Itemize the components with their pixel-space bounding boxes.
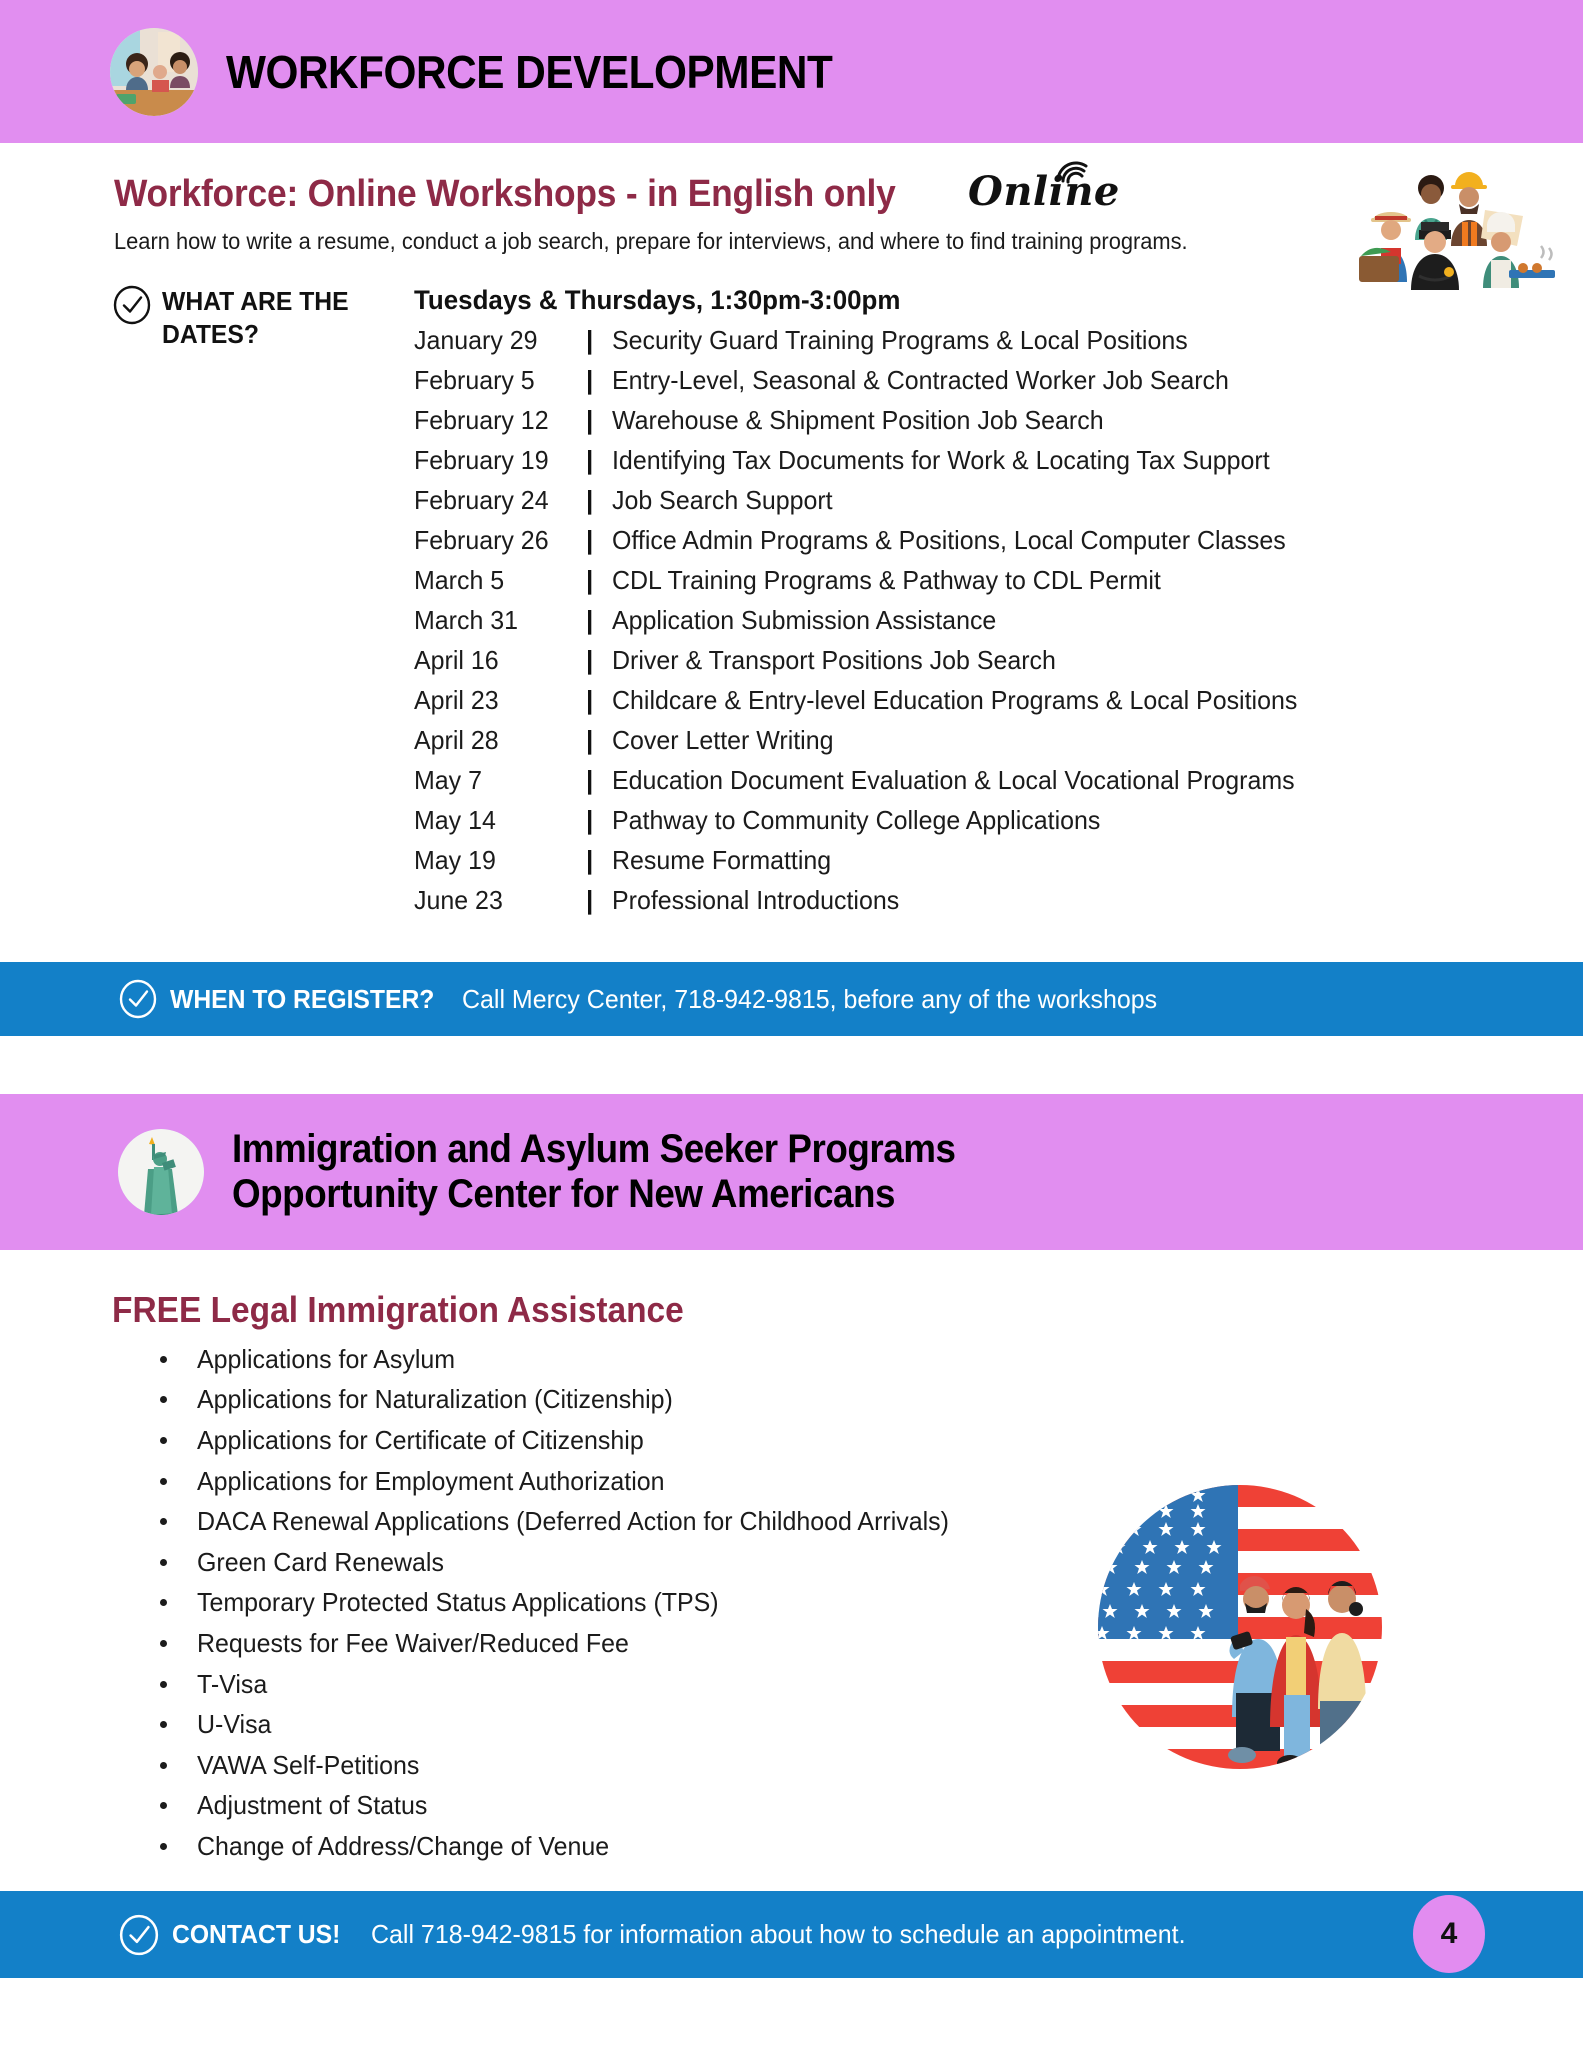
- schedule-separator: |: [586, 645, 594, 675]
- schedule-topic: Job Search Support: [612, 485, 833, 515]
- bullet-icon: [160, 1599, 167, 1606]
- list-item: [160, 1380, 980, 1421]
- schedule-row: [414, 565, 1326, 605]
- when-to-register-bar: [0, 962, 1583, 1036]
- when-to-register-label: WHEN TO REGISTER?: [170, 983, 435, 1014]
- bullet-icon: [160, 1843, 167, 1850]
- schedule-topic: Resume Formatting: [612, 845, 832, 875]
- schedule-date: March 31: [414, 605, 519, 635]
- schedule-separator: |: [586, 485, 594, 515]
- schedule-topic: Office Admin Programs & Positions, Local Computer Classes: [612, 525, 1286, 555]
- schedule-row: [414, 885, 1326, 925]
- schedule-date: February 24: [414, 485, 549, 515]
- schedule-separator: |: [586, 885, 594, 915]
- schedule-topic: Childcare & Entry-level Education Programs & Local Positions: [612, 685, 1298, 715]
- list-item: [160, 1786, 980, 1827]
- bullet-icon: [160, 1559, 167, 1566]
- schedule-row: [414, 365, 1326, 405]
- list-item: [160, 1339, 980, 1380]
- list-item: [160, 1704, 980, 1745]
- workers-illustration: [1345, 150, 1563, 290]
- schedule-date: April 23: [414, 685, 499, 715]
- service-label: Applications for Employment Authorization: [197, 1465, 665, 1496]
- check-circle-icon: [118, 979, 158, 1019]
- schedule-topic: Driver & Transport Positions Job Search: [612, 645, 1056, 675]
- contact-us-bar: [0, 1891, 1583, 1978]
- list-item: [160, 1745, 980, 1786]
- bullet-icon: [160, 1396, 167, 1403]
- immigration-header-line1: Immigration and Asylum Seeker Programs: [232, 1127, 956, 1172]
- usa-flag-family-illustration: [1090, 1477, 1390, 1777]
- list-item: [160, 1420, 980, 1461]
- bullet-icon: [160, 1721, 167, 1728]
- schedule-row: [414, 765, 1326, 805]
- schedule-row: [414, 685, 1326, 725]
- bullet-icon: [160, 1437, 167, 1444]
- schedule-separator: |: [586, 525, 594, 555]
- schedule-date: April 28: [414, 725, 499, 755]
- schedule-date: March 5: [414, 565, 505, 595]
- immigration-header-line2: Opportunity Center for New Americans: [232, 1172, 895, 1216]
- schedule-row: [414, 845, 1326, 885]
- schedule-separator: |: [586, 405, 594, 435]
- classroom-photo-icon: [110, 28, 198, 116]
- bullet-icon: [160, 1802, 167, 1809]
- schedule-topic: Pathway to Community College Applications: [612, 805, 1101, 835]
- wifi-signal-icon: [1054, 160, 1090, 186]
- list-item: [160, 1542, 980, 1583]
- bullet-icon: [160, 1518, 167, 1525]
- what-are-the-dates-block: [112, 285, 392, 350]
- immigration-services-list: [160, 1339, 980, 1867]
- list-item: [160, 1664, 980, 1705]
- service-label: DACA Renewal Applications (Deferred Action for Childhood Arrivals): [197, 1506, 949, 1537]
- schedule-topic: Identifying Tax Documents for Work & Locating Tax Support: [612, 445, 1270, 475]
- bullet-icon: [160, 1478, 167, 1485]
- schedule-topic: Warehouse & Shipment Position Job Search: [612, 405, 1104, 435]
- bullet-icon: [160, 1640, 167, 1647]
- workshop-schedule: [414, 285, 1326, 925]
- online-badge-text: Online: [968, 168, 1120, 215]
- immigration-header-title: [232, 1127, 956, 1217]
- schedule-date: January 29: [414, 325, 538, 355]
- contact-us-text: Call 718-942-9815 for information about how to schedule an appointment.: [371, 1919, 1186, 1949]
- list-item: [160, 1826, 980, 1867]
- schedule-heading: Tuesdays & Thursdays, 1:30pm-3:00pm: [414, 285, 901, 315]
- schedule-separator: |: [586, 725, 594, 755]
- workforce-header-title: WORKFORCE DEVELOPMENT: [226, 45, 833, 98]
- schedule-row: [414, 405, 1326, 445]
- check-circle-icon: [118, 1914, 160, 1956]
- schedule-row: [414, 805, 1326, 845]
- schedule-separator: |: [586, 365, 594, 395]
- page-number-badge: 4: [1413, 1895, 1485, 1973]
- schedule-topic: Education Document Evaluation & Local Vocational Programs: [612, 765, 1295, 795]
- list-item: [160, 1623, 980, 1664]
- schedule-topic: Professional Introductions: [612, 885, 900, 915]
- schedule-topic: Application Submission Assistance: [612, 605, 997, 635]
- service-label: U-Visa: [197, 1709, 272, 1740]
- contact-us-label: CONTACT US!: [172, 1919, 341, 1949]
- schedule-separator: |: [586, 765, 594, 795]
- service-label: Adjustment of Status: [197, 1790, 428, 1821]
- schedule-row: [414, 725, 1326, 765]
- service-label: Applications for Naturalization (Citizenship): [197, 1384, 673, 1415]
- schedule-row: [414, 445, 1326, 485]
- service-label: Change of Address/Change of Venue: [197, 1830, 610, 1861]
- schedule-row: [414, 645, 1326, 685]
- service-label: Green Card Renewals: [197, 1546, 444, 1577]
- list-item: [160, 1501, 980, 1542]
- workforce-workshops-title: Workforce: Online Workshops - in English only: [114, 173, 896, 215]
- workforce-subtitle: Learn how to write a resume, conduct a job search, prepare for interviews, and where to find training programs.: [114, 228, 1188, 254]
- bullet-icon: [160, 1762, 167, 1769]
- statue-of-liberty-icon: [118, 1129, 204, 1215]
- schedule-date: February 19: [414, 445, 549, 475]
- list-item: [160, 1583, 980, 1624]
- schedule-topic: Entry-Level, Seasonal & Contracted Worker Job Search: [612, 365, 1229, 395]
- service-label: Applications for Certificate of Citizenship: [197, 1424, 644, 1455]
- schedule-date: May 19: [414, 845, 496, 875]
- service-label: Applications for Asylum: [197, 1343, 456, 1374]
- schedule-date: May 7: [414, 765, 482, 795]
- schedule-date: June 23: [414, 885, 503, 915]
- service-label: T-Visa: [197, 1668, 268, 1699]
- what-are-the-dates-label: WHAT ARE THE DATES?: [162, 286, 349, 349]
- bullet-icon: [160, 1681, 167, 1688]
- schedule-separator: |: [586, 685, 594, 715]
- schedule-separator: |: [586, 805, 594, 835]
- schedule-separator: |: [586, 565, 594, 595]
- check-circle-icon: [112, 285, 152, 325]
- schedule-date: February 5: [414, 365, 535, 395]
- service-label: Requests for Fee Waiver/Reduced Fee: [197, 1627, 629, 1658]
- immigration-section-header: [0, 1094, 1583, 1250]
- schedule-separator: |: [586, 845, 594, 875]
- schedule-date: February 12: [414, 405, 549, 435]
- service-label: Temporary Protected Status Applications (TPS): [197, 1587, 719, 1618]
- workforce-section-header: [0, 0, 1583, 143]
- service-label: VAWA Self-Petitions: [197, 1749, 420, 1780]
- schedule-separator: |: [586, 605, 594, 635]
- schedule-topic: CDL Training Programs & Pathway to CDL Permit: [612, 565, 1161, 595]
- schedule-topic: Cover Letter Writing: [612, 725, 834, 755]
- schedule-separator: |: [586, 445, 594, 475]
- list-item: [160, 1461, 980, 1502]
- schedule-date: April 16: [414, 645, 499, 675]
- schedule-topic: Security Guard Training Programs & Local Positions: [612, 325, 1188, 355]
- schedule-row: [414, 605, 1326, 645]
- schedule-row: [414, 325, 1326, 365]
- schedule-row: [414, 525, 1326, 565]
- schedule-date: May 14: [414, 805, 496, 835]
- free-legal-assistance-title: FREE Legal Immigration Assistance: [112, 1289, 684, 1330]
- bullet-icon: [160, 1356, 167, 1363]
- when-to-register-text: Call Mercy Center, 718-942-9815, before any of the workshops: [462, 983, 1158, 1014]
- schedule-row: [414, 485, 1326, 525]
- schedule-date: February 26: [414, 525, 549, 555]
- schedule-separator: |: [586, 325, 594, 355]
